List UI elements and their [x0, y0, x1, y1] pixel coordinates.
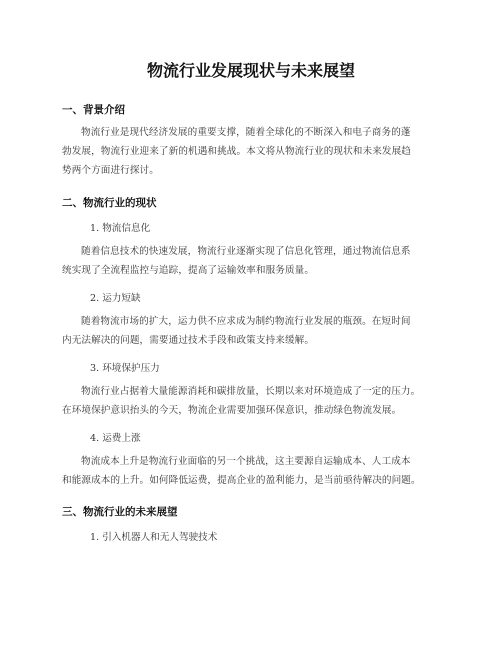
paragraph-line: 势两个方面进行探讨。 — [62, 165, 159, 176]
paragraph-line: 和能源成本的上升。如何降低运费，提高企业的盈利能力，是当前亟待解决的问题。 — [62, 475, 421, 486]
document-title: 物流行业发展现状与未来展望 — [146, 61, 355, 80]
item-heading-capacity-shortage: 2. 运力短缺 — [90, 293, 141, 304]
section-heading-current-status: 二、物流行业的现状 — [62, 197, 157, 209]
paragraph-line: 在环境保护意识抬头的今天，物流企业需要加强环保意识，推动绿色物流发展。 — [62, 405, 402, 416]
item-heading-freight-increase: 4. 运费上涨 — [90, 433, 141, 444]
paragraph-line: 随着信息技术的快速发展，物流行业逐渐实现了信息化管理，通过物流信息系 — [81, 246, 411, 257]
paragraph-line: 统实现了全流程监控与追踪，提高了运输效率和服务质量。 — [62, 265, 315, 276]
paragraph-line: 内无法解决的问题，需要通过技术手段和政策支持来缓解。 — [62, 335, 315, 346]
section-heading-background: 一、背景介绍 — [62, 104, 125, 116]
paragraph-line: 随着物流市场的扩大，运力供不应求成为制约物流行业发展的瓶颈。在短时间 — [81, 316, 411, 327]
paragraph-line: 物流行业是现代经济发展的重要支撑，随着全球化的不断深入和电子商务的蓬 — [81, 127, 411, 138]
paragraph-line: 物流成本上升是物流行业面临的另一个挑战，这主要源自运输成本、人工成本 — [81, 456, 411, 467]
item-heading-robots-autonomous: 1. 引入机器人和无人驾驶技术 — [90, 532, 218, 543]
item-paragraph-capacity-shortage — [62, 312, 440, 350]
section-heading-future-outlook: 三、物流行业的未来展望 — [62, 506, 178, 518]
item-heading-informatization: 1. 物流信息化 — [90, 223, 151, 234]
item-paragraph-freight-increase — [62, 452, 440, 490]
item-paragraph-environment-pressure — [62, 382, 440, 420]
item-paragraph-informatization — [62, 242, 440, 280]
section-background-paragraph — [62, 123, 440, 180]
paragraph-line: 物流行业占据着大量能源消耗和碳排放量，长期以来对环境造成了一定的压力。 — [81, 386, 421, 397]
paragraph-line: 勃发展，物流行业迎来了新的机遇和挑战。本文将从物流行业的现状和未来发展趋 — [62, 146, 411, 157]
item-heading-environment-pressure: 3. 环境保护压力 — [90, 363, 160, 374]
